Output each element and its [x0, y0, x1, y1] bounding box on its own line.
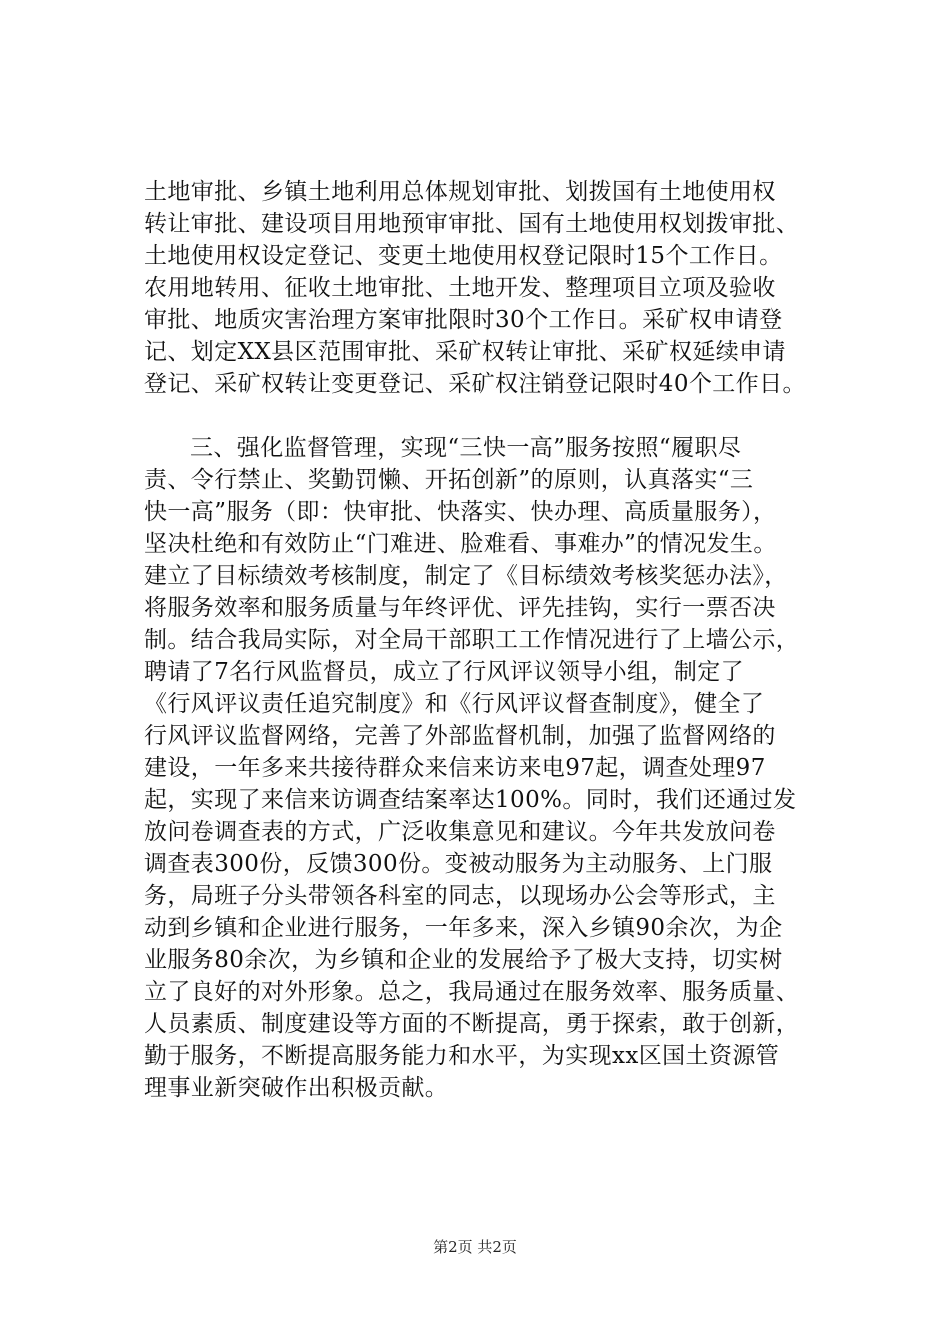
paragraph-line: 责、令行禁止、奖勤罚懒、开拓创新”的原则，认真落实“三 — [144, 467, 754, 493]
paragraph-line: 农用地转用、征收土地审批、土地开发、整理项目立项及验收 — [144, 275, 776, 301]
paragraph-line: 三、强化监督管理，实现“三快一高”服务按照“履职尽 — [190, 435, 742, 461]
paragraph-line: 将服务效率和服务质量与年终评优、评先挂钩，实行一票否决 — [144, 595, 776, 621]
paragraph-line: 起，实现了来信来访调查结案率达100%。同时，我们还通过发 — [144, 787, 797, 813]
document-body — [144, 176, 834, 1104]
paragraph-line: 勤于服务，不断提高服务能力和水平，为实现xx区国土资源管 — [144, 1043, 780, 1069]
paragraph-line: 制。结合我局实际，对全局干部职工工作情况进行了上墙公示， — [144, 627, 800, 653]
paragraph-line: 务，局班子分头带领各科室的同志，以现场办公会等形式，主 — [144, 883, 776, 909]
paragraph-line: 转让审批、建设项目用地预审审批、国有土地使用权划拨审批、 — [144, 211, 800, 237]
paragraph-2 — [144, 432, 834, 1104]
paragraph-line: 理事业新突破作出积极贡献。 — [144, 1075, 449, 1101]
paragraph-line: 审批、地质灾害治理方案审批限时30个工作日。采矿权申请登 — [144, 307, 783, 333]
paragraph-line: 建立了目标绩效考核制度，制定了《目标绩效考核奖惩办法》， — [144, 563, 788, 589]
paragraph-line: 行风评议监督网络，完善了外部监督机制，加强了监督网络的 — [144, 723, 776, 749]
paragraph-line: 快一高”服务（即：快审批、快落实、快办理、高质量服务）， — [144, 499, 777, 525]
paragraph-line: 土地审批、乡镇土地利用总体规划审批、划拨国有土地使用权 — [144, 179, 776, 205]
paragraph-line: 《行风评议责任追究制度》和《行风评议督查制度》，健全了 — [144, 691, 765, 717]
paragraph-line: 登记、采矿权转让变更登记、采矿权注销登记限时40个工作日。 — [144, 371, 806, 397]
paragraph-line: 动到乡镇和企业进行服务，一年多来，深入乡镇90余次，为企 — [144, 915, 783, 941]
paragraph-line: 放问卷调查表的方式，广泛收集意见和建议。今年共发放问卷 — [144, 819, 776, 845]
paragraph-spacer — [144, 400, 834, 432]
paragraph-1 — [144, 176, 834, 400]
paragraph-line: 立了良好的对外形象。总之，我局通过在服务效率、服务质量、 — [144, 979, 800, 1005]
paragraph-line: 土地使用权设定登记、变更土地使用权登记限时15个工作日。 — [144, 243, 783, 269]
paragraph-line: 坚决杜绝和有效防止“门难进、脸难看、事难办”的情况发生。 — [144, 531, 777, 557]
page-number-footer: 第2页 共2页 — [433, 1238, 517, 1256]
paragraph-line: 调查表300份，反馈300份。变被动服务为主动服务、上门服 — [144, 851, 773, 877]
paragraph-line: 记、划定XX县区范围审批、采矿权转让审批、采矿权延续申请 — [144, 339, 786, 365]
paragraph-line: 建设，一年多来共接待群众来信来访来电97起，调查处理97 — [144, 755, 766, 781]
paragraph-line: 人员素质、制度建设等方面的不断提高，勇于探索，敢于创新， — [144, 1011, 800, 1037]
paragraph-line: 业服务80余次，为乡镇和企业的发展给予了极大支持，切实树 — [144, 947, 783, 973]
paragraph-line: 聘请了7名行风监督员，成立了行风评议领导小组，制定了 — [144, 659, 745, 685]
